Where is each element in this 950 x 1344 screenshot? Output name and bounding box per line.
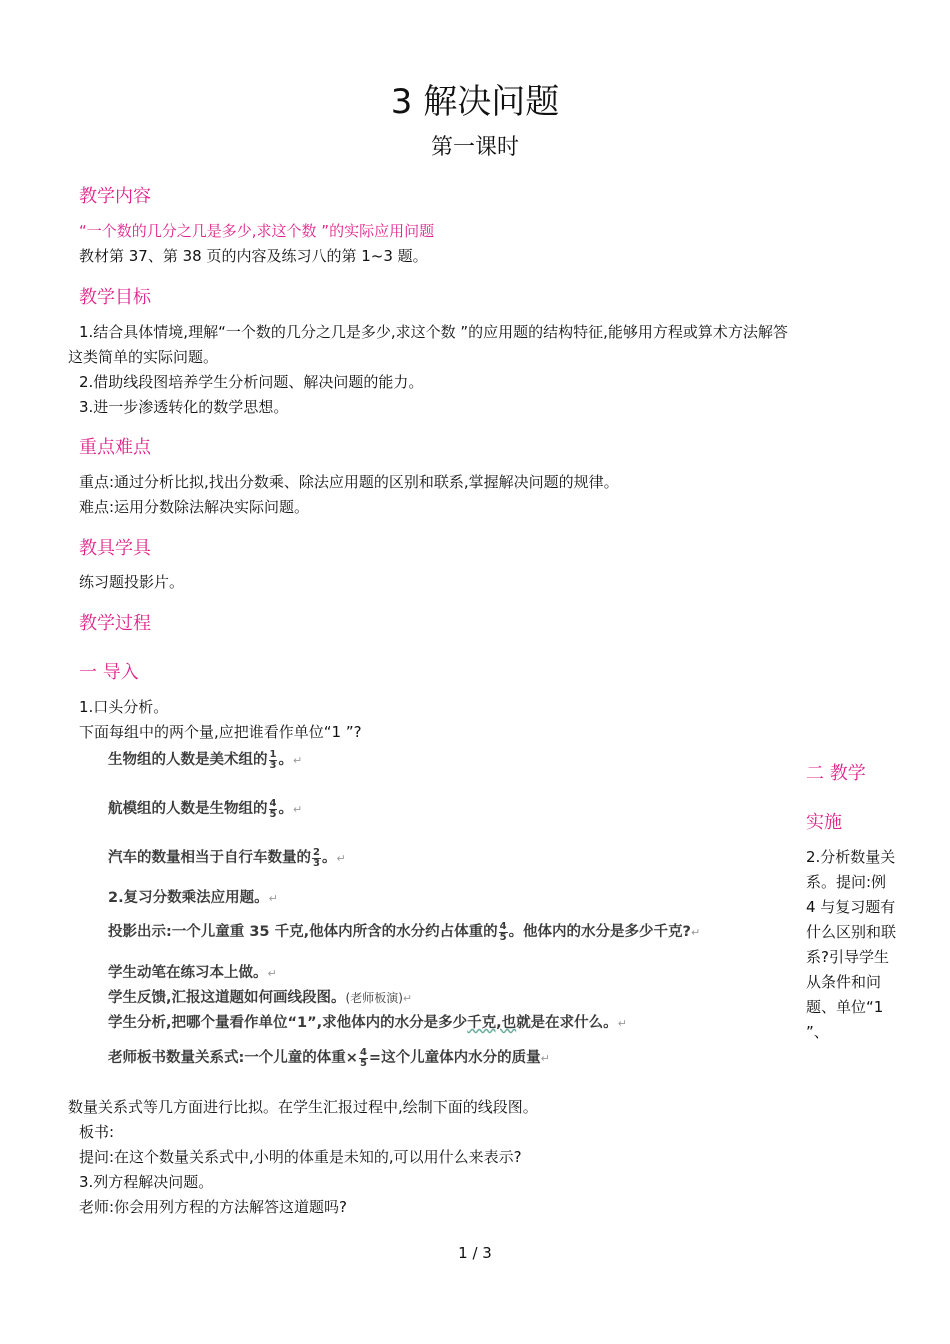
heading-key-points: 重点难点 (79, 437, 151, 458)
page-subtitle: 第一课时 (430, 135, 519, 160)
scan-line-practice: 学生动笔在练习本上做。↵ (108, 965, 277, 981)
scan-line-analysis: 学生分析,把哪个量看作单位“1”,求他体内的水分是多少千克,也就是在求什么。↵ (108, 1015, 627, 1031)
goal-3: 3.进一步渗透转化的数学思想。 (79, 398, 289, 416)
key-point: 重点:通过分析比拟,找出分数乘、除法应用题的区别和联系,掌握解决问题的规律。 (79, 473, 619, 491)
tail-line-3: 提问:在这个数量关系式中,小明的体重是未知的,可以用什么来表示? (79, 1148, 522, 1166)
fraction: $\frac{2}{3}$ (313, 846, 320, 869)
heading-introduction: 一 导入 (79, 662, 139, 683)
heading-teaching-content: 教学内容 (79, 186, 151, 207)
goal-1a: 1.结合具体情境,理解“一个数的几分之几是多少,求这个数 ”的应用题的结构特征,能够用方程或算术方法解答 (79, 323, 788, 341)
fraction: $\frac{4}{5}$ (359, 1046, 367, 1069)
heading-implementation-2: 实施 (806, 812, 842, 833)
tail-line-4: 3.列方程解决问题。 (79, 1173, 214, 1191)
tail-line-5: 老师:你会用列方程的方法解答这道题吗? (79, 1198, 348, 1216)
page-title: 3 解决问题 (390, 82, 560, 122)
scan-line-model: 航模组的人数是生物组的 $\frac{4}{5}$ 。↵ (108, 797, 303, 820)
content-line-2: 教材第 37、第 38 页的内容及练习八的第 1~3 题。 (79, 247, 428, 265)
scan-line-projection: 投影出示:一个儿童重 35 千克,他体内所含的水分约占体重的 $\frac{4}{5}$ 。他体内的水分是多少千克?↵ (108, 920, 701, 943)
page-number: 1 / 3 (458, 1244, 492, 1262)
heading-teaching-aids: 教具学具 (79, 538, 151, 559)
heading-teaching-goals: 教学目标 (79, 287, 151, 308)
fraction: $\frac{1}{3}$ (269, 748, 277, 771)
teaching-aids-line: 练习题投影片。 (79, 573, 185, 591)
intro-line-1: 1.口头分析。 (79, 698, 169, 716)
scan-line-cars: 汽车的数量相当于自行车数量的 $\frac{2}{3}$ 。↵ (108, 846, 346, 869)
difficulty-point: 难点:运用分数除法解决实际问题。 (79, 498, 310, 516)
scan-line-board: 老师板书数量关系式:一个儿童的体重× $\frac{4}{5}$ =这个儿童体内水分的质量↵ (108, 1046, 550, 1069)
side-text: 2.分析数量关系。提问:例 4 与复习题有什么区别和联系?引导学生从条件和问题、单位“1 ”、 (806, 848, 897, 1041)
scan-line-biology: 生物组的人数是美术组的 $\frac{1}{3}$ 。↵ (108, 748, 303, 771)
content-line-1: “一个数的几分之几是多少,求这个数 ”的实际应用问题 (79, 222, 435, 240)
heading-teaching-process: 教学过程 (79, 613, 151, 634)
fraction: $\frac{4}{5}$ (499, 920, 507, 943)
scan-line-review: 2.复习分数乘法应用题。↵ (108, 890, 278, 906)
tail-line-1: 数量关系式等几方面进行比拟。在学生汇报过程中,绘制下面的线段图。 (68, 1098, 538, 1116)
heading-implementation-1: 二 教学 (806, 763, 866, 784)
fraction: $\frac{4}{5}$ (269, 797, 277, 820)
goal-2: 2.借助线段图培养学生分析问题、解决问题的能力。 (79, 373, 424, 391)
intro-line-2: 下面每组中的两个量,应把谁看作单位“1 ”? (79, 723, 362, 741)
scan-line-feedback: 学生反馈,汇报这道题如何画线段图。(老师板演)↵ (108, 990, 413, 1006)
goal-1b: 这类简单的实际问题。 (68, 348, 219, 366)
tail-line-2: 板书: (79, 1123, 115, 1141)
